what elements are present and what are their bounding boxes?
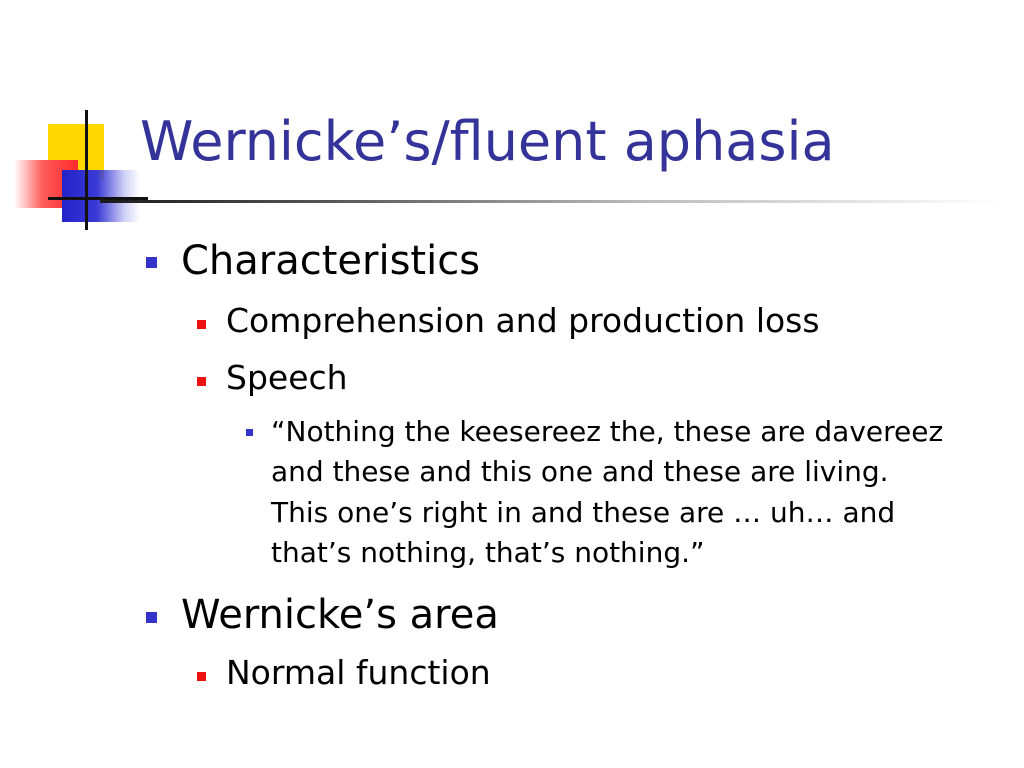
bullet-wernickes-area: Wernicke’s area xyxy=(181,592,499,638)
bullet-marker-level3 xyxy=(246,429,253,436)
bullet-marker-level2 xyxy=(197,320,206,329)
bullet-comprehension: Comprehension and production loss xyxy=(226,301,820,340)
speech-quote-line-3: This one’s right in and these are … uh… and xyxy=(271,496,896,529)
slide-title: Wernicke’s/fluent aphasia xyxy=(140,110,835,173)
bullet-speech: Speech xyxy=(226,358,348,397)
bullet-marker-level1 xyxy=(146,257,157,268)
bullet-marker-level2 xyxy=(197,377,206,386)
speech-quote-line-1: “Nothing the keesereez the, these are davereez xyxy=(271,415,944,448)
speech-quote-line-2: and these and this one and these are living. xyxy=(271,455,889,488)
bullet-characteristics: Characteristics xyxy=(181,238,481,284)
bullet-normal-function: Normal function xyxy=(226,653,491,692)
bullet-marker-level1 xyxy=(146,612,157,623)
bullet-marker-level2 xyxy=(197,672,206,681)
speech-quote-line-4: that’s nothing, that’s nothing.” xyxy=(271,536,705,569)
